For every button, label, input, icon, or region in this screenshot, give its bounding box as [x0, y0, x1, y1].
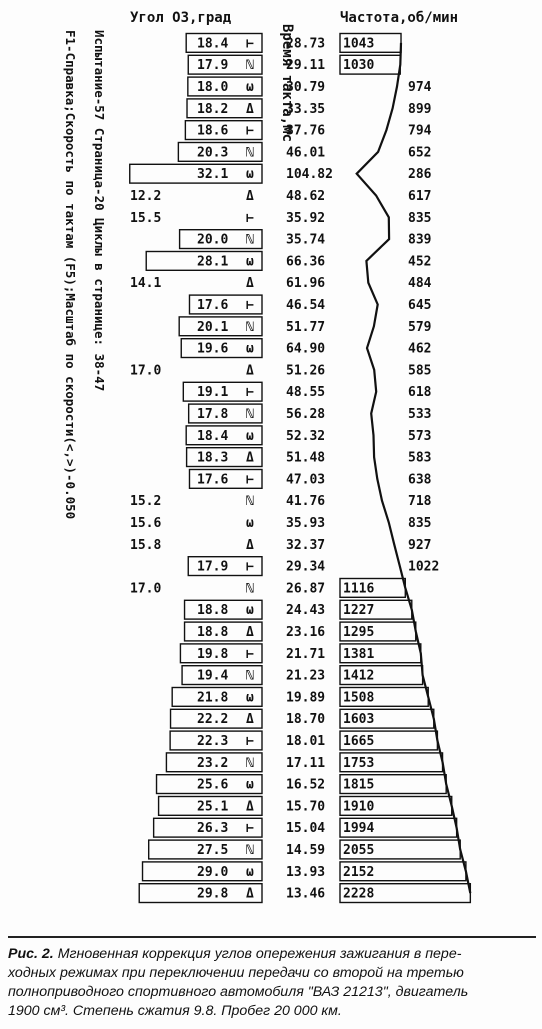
- frequency-value: 718: [408, 494, 432, 510]
- time-value: 18.01: [286, 734, 326, 749]
- angle-value: 19.1: [197, 385, 229, 401]
- angle-value: 19.8: [197, 646, 229, 662]
- frequency-value: 1116: [343, 581, 375, 597]
- angle-value-bold: 15.6: [130, 516, 162, 531]
- angle-column-header: Угол ОЗ,град: [130, 10, 232, 26]
- frequency-value: 638: [408, 472, 432, 488]
- time-value: 35.93: [286, 516, 326, 531]
- angle-value: 23.2: [197, 755, 229, 771]
- frequency-value: 2055: [343, 843, 375, 858]
- time-value: 48.62: [286, 189, 326, 204]
- angle-value-bold: 15.2: [130, 494, 162, 510]
- time-value: 16.52: [286, 777, 326, 793]
- angle-value: 21.8: [197, 690, 229, 706]
- cylinder-marker: ℕ: [246, 232, 254, 248]
- angle-value: 28.1: [197, 254, 229, 270]
- time-value: 29.34: [286, 559, 326, 575]
- angle-value: 18.0: [197, 80, 229, 95]
- angle-bar: [130, 164, 262, 183]
- time-value: 37.76: [286, 123, 326, 139]
- time-value: 18.70: [286, 712, 326, 728]
- angle-value: 20.1: [197, 319, 229, 335]
- cylinder-marker: ℕ: [246, 58, 254, 74]
- frequency-value: 1295: [343, 625, 375, 640]
- figure-label: Рис. 2.: [8, 946, 54, 962]
- cylinder-marker: ℕ: [246, 668, 254, 684]
- time-value: 17.11: [286, 755, 326, 771]
- cylinder-marker: ω: [246, 167, 254, 183]
- test-info-line: Испытание-57 Страница-20 Циклы в странице: 38-47: [92, 30, 107, 392]
- angle-value-bold: 17.0: [130, 581, 162, 597]
- cylinder-marker: Δ: [246, 101, 254, 117]
- cylinder-marker: Δ: [246, 799, 254, 815]
- cylinder-marker: ω: [246, 864, 254, 880]
- angle-value: 17.9: [197, 58, 229, 74]
- frequency-value: 1603: [343, 712, 375, 728]
- angle-value: 25.6: [197, 777, 229, 793]
- angle-value: 27.5: [197, 843, 229, 858]
- time-value: 19.89: [286, 690, 326, 706]
- time-value: 15.04: [286, 821, 326, 837]
- cylinder-marker: ⊢: [246, 123, 254, 139]
- frequency-value: 1043: [343, 36, 375, 52]
- angle-value-bold: 14.1: [130, 276, 162, 292]
- frequency-value: 462: [408, 341, 432, 357]
- cylinder-marker: ⊢: [246, 298, 254, 313]
- time-value: 46.54: [286, 298, 326, 313]
- time-column-header: Время такта,мс: [279, 24, 295, 143]
- time-value: 61.96: [286, 276, 326, 292]
- angle-value-bold: 15.5: [130, 210, 162, 226]
- angle-value: 32.1: [197, 167, 229, 183]
- cylinder-marker: ℕ: [246, 145, 254, 161]
- angle-value: 17.8: [197, 407, 229, 422]
- cylinder-marker: ω: [246, 516, 254, 531]
- time-value: 24.43: [286, 603, 326, 619]
- cylinder-marker: ⊢: [246, 472, 254, 488]
- figure-caption: [8, 936, 536, 1021]
- cylinder-marker: ℕ: [246, 581, 254, 597]
- frequency-value: 839: [408, 232, 432, 248]
- frequency-value: 835: [408, 516, 432, 531]
- time-value: 35.74: [286, 232, 326, 248]
- caption-line-3: полноприводного спортивного автомобиля "ВАЗ 21213", двигатель: [8, 984, 469, 1000]
- cylinder-marker: ℕ: [246, 407, 254, 422]
- frequency-value: 1508: [343, 690, 375, 706]
- time-value: 56.28: [286, 407, 326, 422]
- time-value: 35.92: [286, 210, 326, 226]
- time-value: 23.16: [286, 625, 326, 640]
- frequency-value: 794: [408, 123, 432, 139]
- angle-value: 22.2: [197, 712, 229, 728]
- angle-value: 26.3: [197, 821, 229, 837]
- cylinder-marker: ⊢: [246, 734, 254, 749]
- time-value: 21.23: [286, 668, 326, 684]
- time-value: 52.32: [286, 428, 326, 444]
- time-value: 15.70: [286, 799, 326, 815]
- angle-value-bold: 12.2: [130, 189, 162, 204]
- time-value: 51.77: [286, 319, 326, 335]
- cylinder-marker: Δ: [246, 886, 254, 902]
- cylinder-marker: ⊢: [246, 821, 254, 837]
- angle-value: 18.6: [197, 123, 229, 139]
- time-value: 32.37: [286, 537, 326, 553]
- angle-value: 17.9: [197, 559, 229, 575]
- time-value: 30.79: [286, 80, 326, 95]
- frequency-value: 974: [408, 80, 432, 95]
- angle-value: 17.6: [197, 298, 229, 313]
- frequency-value: 573: [408, 428, 432, 444]
- angle-value: 19.6: [197, 341, 229, 357]
- time-value: 33.35: [286, 101, 326, 117]
- cylinder-marker: ℕ: [246, 319, 254, 335]
- angle-value: 20.3: [197, 145, 229, 161]
- cylinder-marker: ω: [246, 428, 254, 444]
- cylinder-marker: Δ: [246, 537, 254, 553]
- cylinder-marker: ω: [246, 603, 254, 619]
- frequency-value: 618: [408, 385, 432, 401]
- time-value: 51.48: [286, 450, 326, 466]
- angle-value: 18.3: [197, 450, 229, 466]
- chart-rows: [130, 34, 471, 903]
- cylinder-marker: ⊢: [246, 385, 254, 401]
- time-value: 51.26: [286, 363, 326, 379]
- frequency-value: 1994: [343, 821, 375, 837]
- cylinder-marker: ω: [246, 777, 254, 793]
- frequency-value: 579: [408, 319, 432, 335]
- time-value: 26.87: [286, 581, 326, 597]
- frequency-value: 2228: [343, 886, 375, 902]
- time-value: 21.71: [286, 646, 326, 662]
- angle-value: 18.8: [197, 625, 229, 640]
- frequency-value: 652: [408, 145, 432, 161]
- time-value: 64.90: [286, 341, 326, 357]
- time-value: 14.59: [286, 843, 326, 858]
- angle-value: 29.8: [197, 886, 229, 902]
- cylinder-marker: ℕ: [246, 843, 254, 858]
- angle-value: 25.1: [197, 799, 229, 815]
- time-value: 48.55: [286, 385, 326, 401]
- help-scale-line: F1-Справка;Скорость по тактам (F5);Масштаб по скорости(<,>)-0.050: [63, 30, 78, 520]
- time-value: 104.82: [286, 167, 333, 183]
- frequency-value: 1815: [343, 777, 375, 793]
- cylinder-marker: Δ: [246, 712, 254, 728]
- cylinder-marker: Δ: [246, 450, 254, 466]
- angle-value: 18.4: [197, 428, 229, 444]
- time-value: 29.11: [286, 58, 326, 74]
- frequency-value: 583: [408, 450, 432, 466]
- frequency-value: 927: [408, 537, 432, 553]
- cylinder-marker: ⊢: [246, 646, 254, 662]
- cylinder-marker: ℕ: [246, 755, 254, 771]
- frequency-value: 2152: [343, 864, 375, 880]
- cylinder-marker: ω: [246, 341, 254, 357]
- cylinder-marker: Δ: [246, 363, 254, 379]
- frequency-value: 645: [408, 298, 432, 313]
- frequency-value: 617: [408, 189, 432, 204]
- angle-value: 22.3: [197, 734, 229, 749]
- cylinder-marker: ω: [246, 690, 254, 706]
- cylinder-marker: ⊢: [246, 210, 254, 226]
- frequency-value: 1030: [343, 58, 375, 74]
- frequency-value: 1022: [408, 559, 440, 575]
- time-value: 13.93: [286, 864, 326, 880]
- caption-line-1: Мгновенная коррекция углов опережения зажигания в пере-: [57, 946, 462, 962]
- time-value: 47.03: [286, 472, 326, 488]
- cylinder-marker: Δ: [246, 189, 254, 204]
- frequency-value: 1227: [343, 603, 375, 619]
- frequency-value: 533: [408, 407, 432, 422]
- cylinder-marker: ω: [246, 254, 254, 270]
- angle-value: 18.2: [197, 101, 229, 117]
- frequency-value: 484: [408, 276, 432, 292]
- time-value: 41.76: [286, 494, 326, 510]
- frequency-value: 1753: [343, 755, 375, 771]
- frequency-value: 1910: [343, 799, 375, 815]
- frequency-value: 1381: [343, 646, 375, 662]
- time-value: 28.73: [286, 36, 326, 52]
- angle-value: 18.8: [197, 603, 229, 619]
- time-value: 66.36: [286, 254, 326, 270]
- cylinder-marker: ℕ: [246, 494, 254, 510]
- frequency-value: 585: [408, 363, 432, 379]
- angle-value-bold: 17.0: [130, 363, 162, 379]
- time-value: 13.46: [286, 886, 326, 902]
- angle-value: 17.6: [197, 472, 229, 488]
- angle-value-bold: 15.8: [130, 537, 162, 553]
- frequency-value: 835: [408, 210, 432, 226]
- angle-value: 20.0: [197, 232, 229, 248]
- angle-value: 19.4: [197, 668, 229, 684]
- frequency-value: 286: [408, 167, 432, 183]
- angle-value: 18.4: [197, 36, 229, 52]
- frequency-value: 452: [408, 254, 432, 270]
- cylinder-marker: ⊢: [246, 559, 254, 575]
- frequency-column-header: Частота,об/мин: [340, 10, 459, 26]
- frequency-value: 1412: [343, 668, 375, 684]
- caption-line-4: 1900 см³. Степень сжатия 9.8. Пробег 20 000 км.: [8, 1003, 342, 1019]
- cylinder-marker: ω: [246, 80, 254, 95]
- cylinder-marker: Δ: [246, 625, 254, 640]
- cylinder-marker: ⊢: [246, 36, 254, 52]
- cylinder-marker: Δ: [246, 276, 254, 292]
- frequency-value: 1665: [343, 734, 375, 749]
- time-value: 46.01: [286, 145, 326, 161]
- frequency-value: 899: [408, 101, 432, 117]
- angle-value: 29.0: [197, 864, 229, 880]
- caption-line-2: ходных режимах при переключении передачи со второй на третью: [8, 965, 464, 981]
